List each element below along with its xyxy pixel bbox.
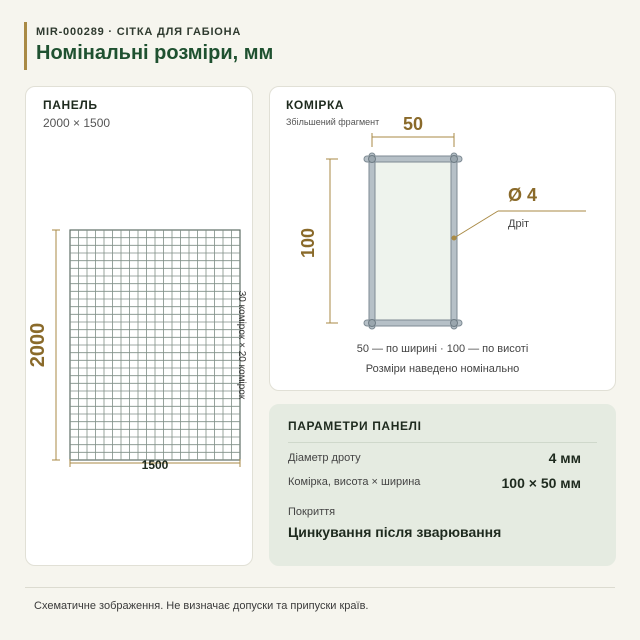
cell-size-value: 100 × 50 мм bbox=[501, 475, 581, 491]
wire-callout-label: Ø 4 bbox=[508, 185, 538, 205]
cell-card bbox=[269, 86, 616, 391]
weld-bottom-right bbox=[451, 320, 458, 327]
panel-height-label: 2000 bbox=[27, 322, 49, 368]
cell-wire-left bbox=[369, 153, 375, 329]
params-title: ПАРАМЕТРИ ПАНЕЛІ bbox=[288, 419, 422, 433]
wire-diameter-value: 4 мм bbox=[548, 450, 581, 466]
cell-height-label: 100 bbox=[298, 227, 318, 259]
panel-label: ПАНЕЛЬ bbox=[43, 98, 98, 112]
cell-note-dimensions: 50 — по ширині · 100 — по висоті bbox=[356, 343, 529, 355]
cell-wire-right bbox=[451, 153, 457, 329]
accent-bar bbox=[24, 22, 27, 70]
params-card bbox=[269, 404, 616, 566]
cell-label: КОМІРКА bbox=[286, 98, 345, 112]
params-divider bbox=[288, 442, 597, 443]
page-title: Номінальні розміри, мм bbox=[36, 42, 274, 64]
coating-label: Покриття bbox=[288, 506, 336, 518]
panel-mesh bbox=[70, 230, 240, 460]
footer-divider bbox=[25, 587, 615, 588]
panel-cells-label: 30 комірок × 20 комірок bbox=[236, 290, 247, 400]
cell-wire-bottom bbox=[364, 320, 462, 326]
panel-width-label: 1500 bbox=[141, 458, 169, 472]
cell-width-label: 50 bbox=[402, 114, 424, 134]
weld-top-left bbox=[369, 156, 376, 163]
panel-size: 2000 × 1500 bbox=[43, 116, 111, 130]
cell-size-label: Комірка, висота × ширина bbox=[288, 476, 421, 488]
cell-sub: Збільшений фрагмент bbox=[286, 117, 380, 127]
cell-note-nominal: Розміри наведено номінально bbox=[365, 363, 520, 375]
cell-wire-top bbox=[364, 156, 462, 162]
wire-diameter-label: Діаметр дроту bbox=[288, 452, 361, 464]
product-sku: MIR-000289 · СІТКА ДЛЯ ГАБІОНА bbox=[36, 26, 242, 38]
wire-callout-leader bbox=[454, 211, 498, 238]
weld-bottom-left bbox=[369, 320, 376, 327]
wire-callout-name: Дріт bbox=[508, 218, 530, 230]
weld-top-right bbox=[451, 156, 458, 163]
footer-note: Схематичне зображення. Не визначає допуски та припуски країв. bbox=[34, 600, 369, 612]
coating-value: Цинкування після зварювання bbox=[288, 524, 502, 540]
cell-interior bbox=[372, 159, 454, 323]
panel-drawing bbox=[26, 87, 252, 565]
panel-card bbox=[25, 86, 253, 566]
